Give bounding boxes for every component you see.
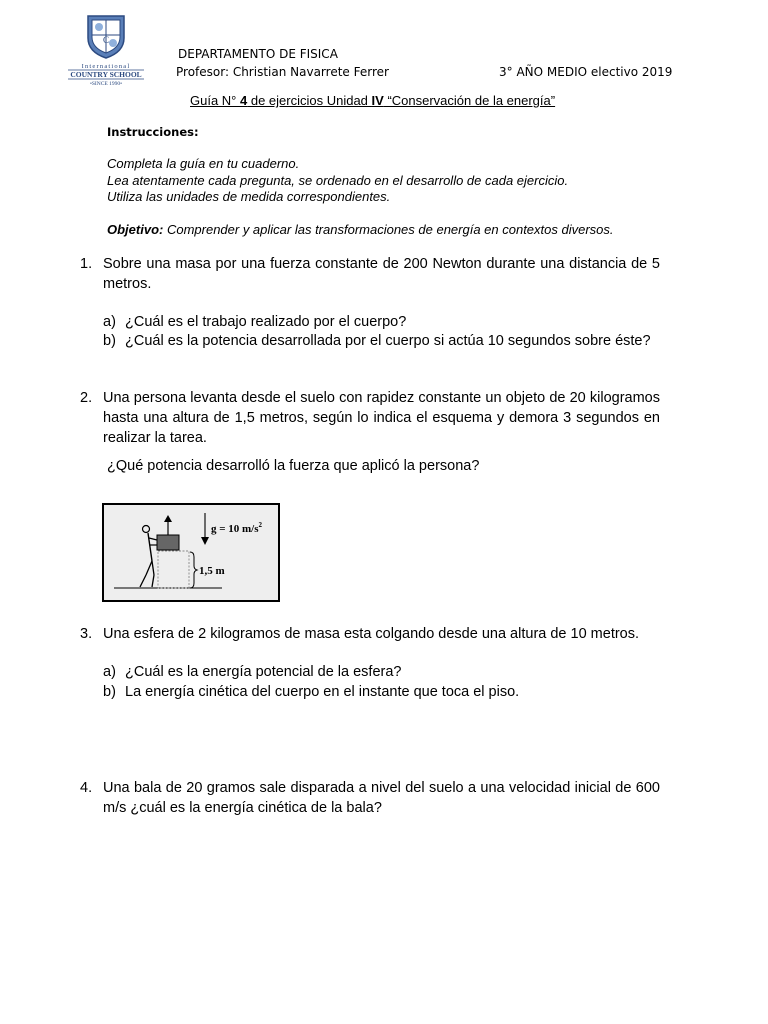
item-letter: b) [103,684,116,700]
gravity-label: g = 10 $m/s^2$ [211,521,263,535]
question-number: 4. [80,780,93,796]
objective-label: Objetivo: [107,222,164,237]
title-unit: IV [371,93,384,108]
question-3-item-a [103,663,660,683]
question-number: 2. [80,390,93,406]
item-text: ¿Cuál es el trabajo realizado por el cuerpo? [125,314,407,330]
title-number: 4 [240,93,248,108]
instruction-line: Completa la guía en tu cuaderno. [107,156,300,171]
height-label: 1,5 m [199,565,225,577]
up-arrow-icon [164,515,172,522]
logo-text-line2: COUNTRY SCHOOL [70,70,142,79]
item-text: ¿Cuál es la energía potencial de la esfera? [125,664,402,680]
question-1 [80,255,660,295]
instruction-line: Utiliza las unidades de medida correspondientes. [107,189,391,204]
question-text: Sobre una masa por una fuerza constante de 200 Newton durante una distancia de 5 metros. [103,256,660,292]
school-logo [66,14,146,86]
question-2 [80,389,660,448]
lifting-diagram [102,503,280,602]
title-suffix: “Conservación de la energía” [383,93,556,108]
item-text: ¿Cuál es la potencia desarrollada por el cuerpo si actúa 10 segundos sobre éste? [125,333,651,349]
question-text: Una bala de 20 gramos sale disparada a nivel del suelo a una velocidad inicial de 600 m/s ¿cuál es la energía cinética de la bala? [103,780,660,816]
height-brace [190,552,197,588]
department-label: DEPARTAMENTO DE FISICA [178,47,338,61]
question-3-item-b [103,683,660,703]
question-2-prompt: ¿Qué potencia desarrolló la fuerza que aplicó la persona? [107,458,480,474]
title-prefix: Guía N° [190,93,240,108]
crest-letter: C [102,35,110,45]
teacher-label: Profesor: Christian Navarrete Ferrer [176,65,389,79]
person-head [143,526,150,533]
course-label: 3° AÑO MEDIO electivo 2019 [499,65,673,79]
guide-title [190,93,577,108]
person-body [148,533,152,561]
instructions-label: Instrucciones: [107,125,199,139]
objective-text: Comprender y aplicar las transformaciones de energía en contextos diversos. [163,222,614,237]
instructions-list [107,156,568,206]
instruction-line: Lea atentamente cada pregunta, se ordenado en el desarrollo de cada ejercicio. [107,172,569,188]
item-letter: a) [103,314,116,330]
logo-text-line1: International [81,63,131,70]
question-text: Una esfera de 2 kilogramos de masa esta colgando desde una altura de 10 metros. [103,626,640,642]
lifted-box [157,535,179,550]
question-3 [80,625,660,645]
objective [107,222,614,237]
question-text: Una persona levanta desde el suelo con rapidez constante un objeto de 20 kilogramos hasta una altura de 1,5 metros, según lo indica el esquema y demora 3 segundos en realizar la tarea. [103,390,660,446]
height-platform [158,551,189,588]
question-4 [80,779,660,819]
item-letter: b) [103,333,116,349]
question-1-item-a [103,313,660,333]
item-text: La energía cinética del cuerpo en el instante que toca el piso. [125,684,520,700]
question-number: 1. [80,256,93,272]
question-number: 3. [80,626,93,642]
question-1-item-b [103,332,660,352]
gravity-arrow-icon [201,537,209,545]
title-middle: de ejercicios Unidad [247,93,372,108]
item-letter: a) [103,664,116,680]
logo-text-line3: •SINCE 1990• [89,81,123,86]
